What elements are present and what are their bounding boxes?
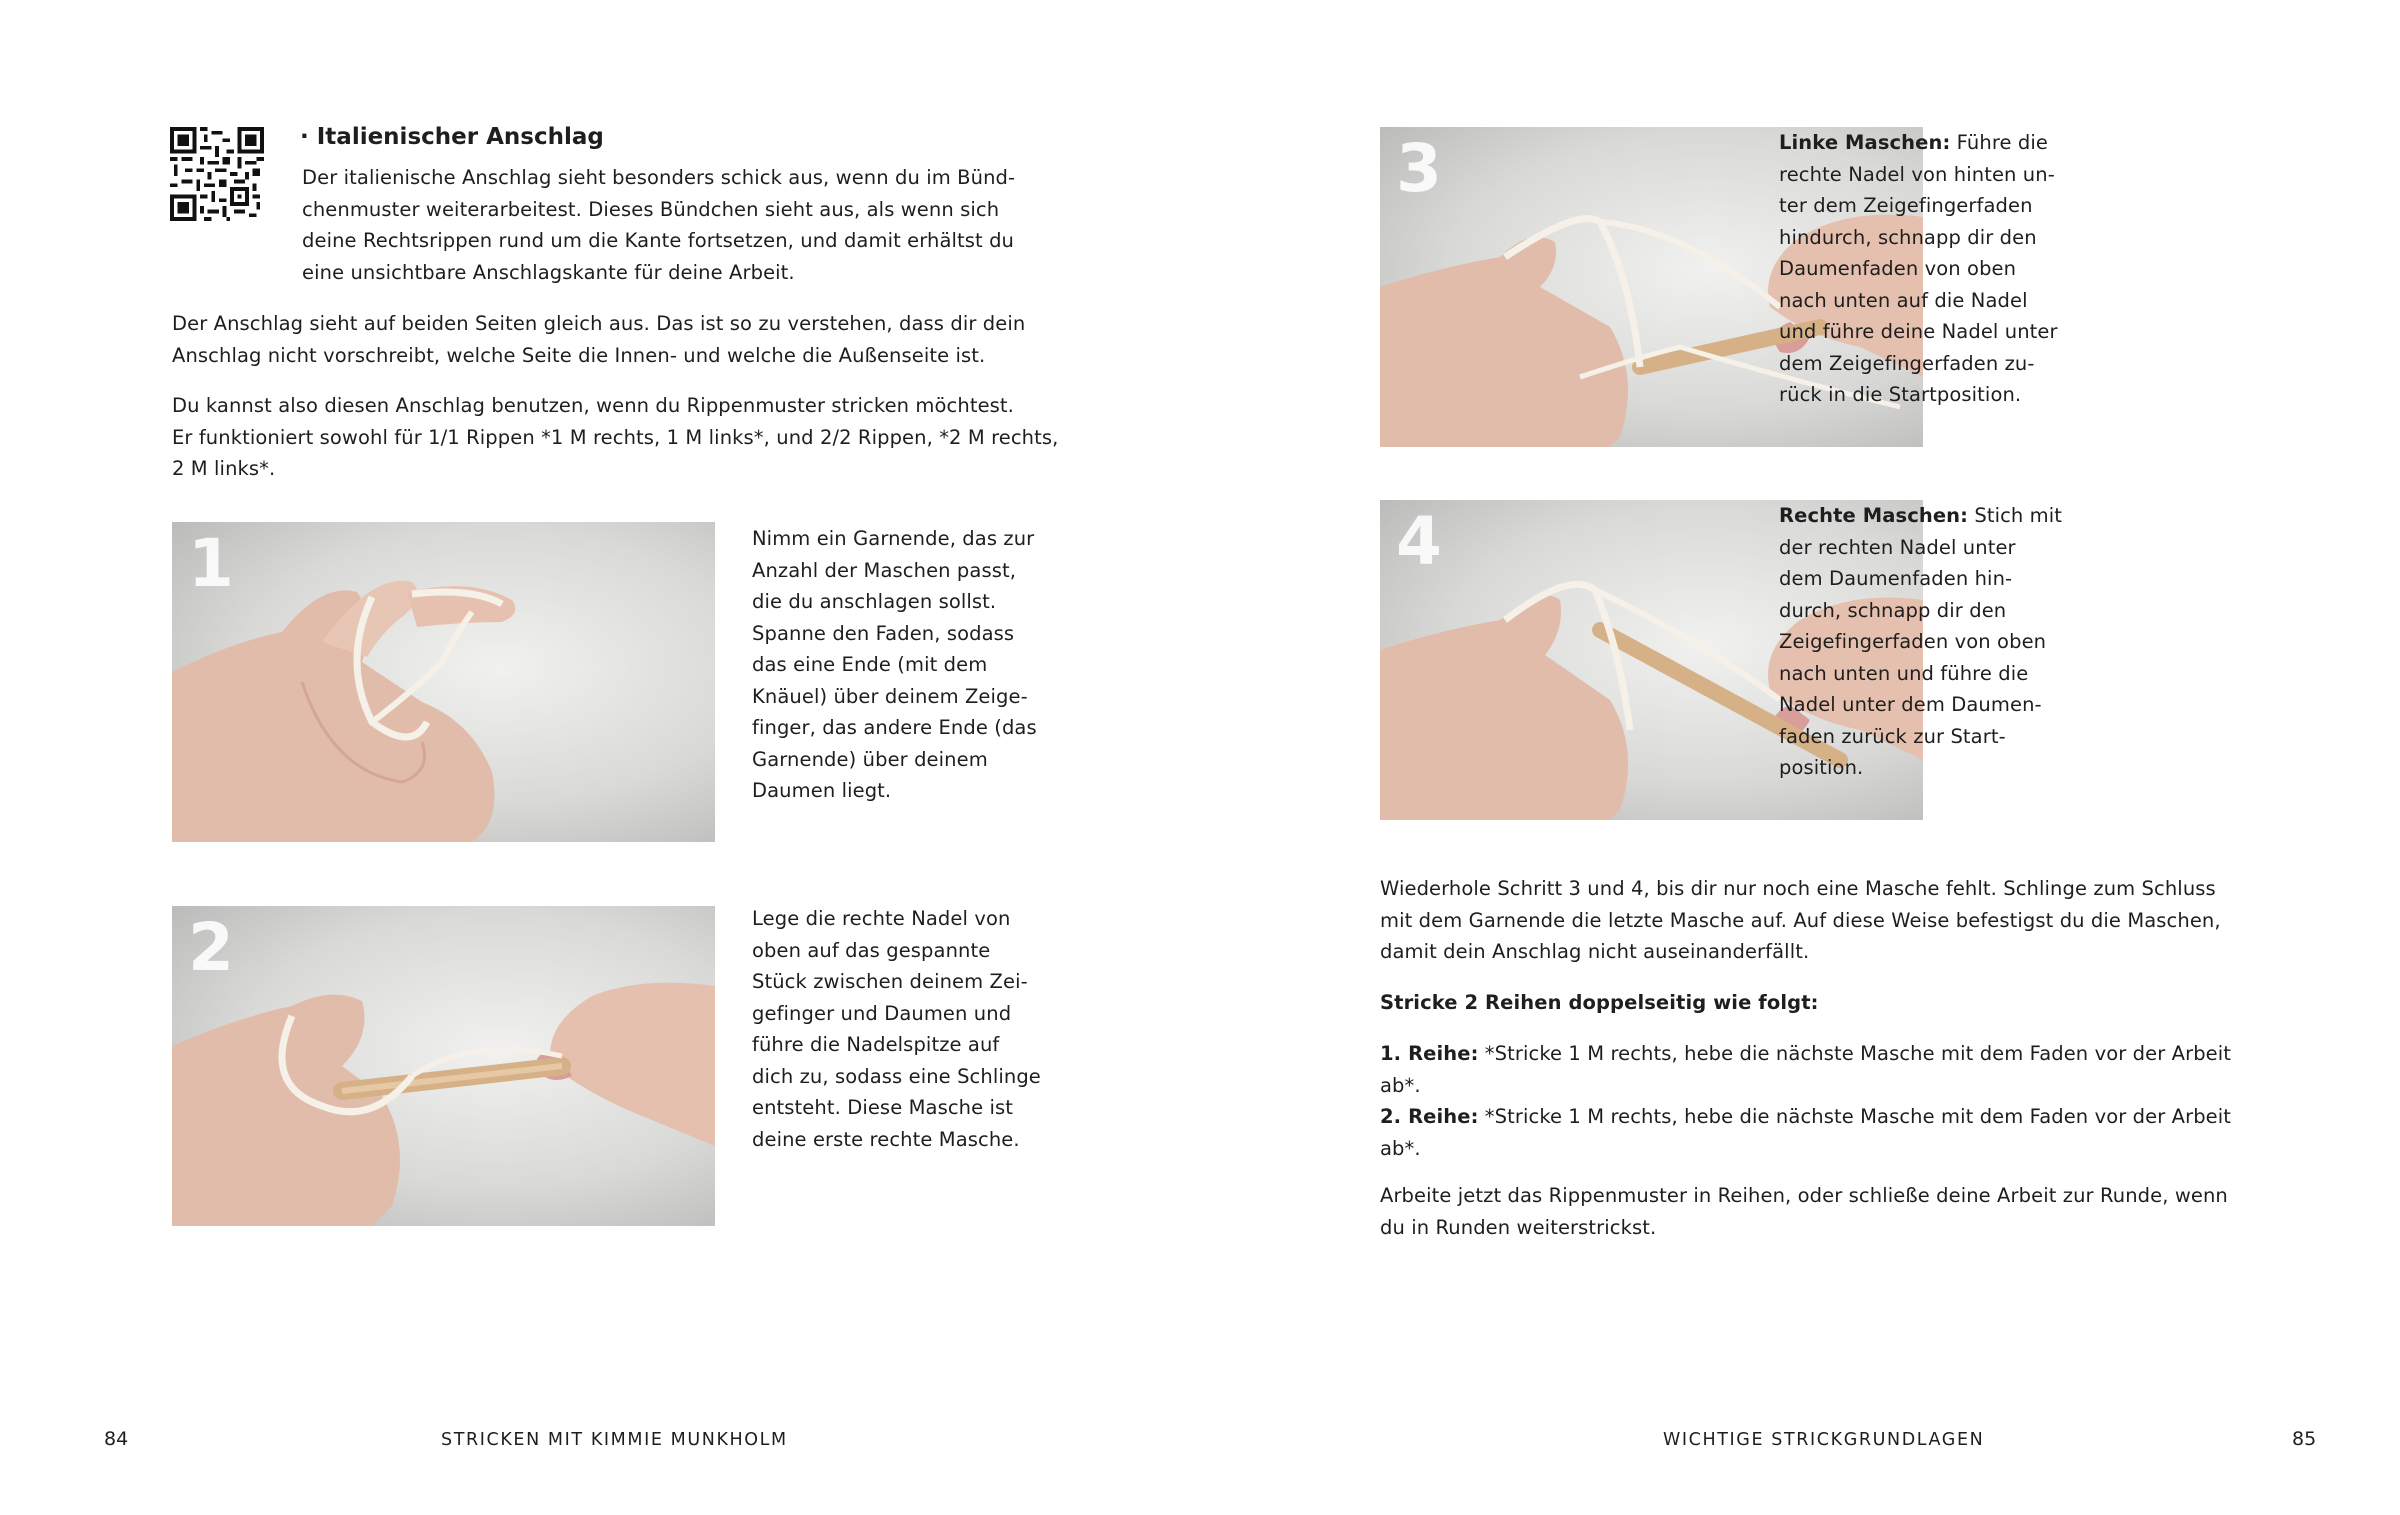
paragraph-line: damit dein Anschlag nicht auseinanderfällt.	[1380, 940, 1810, 963]
page-number: 85	[2292, 1428, 2317, 1450]
row-1-text: *Stricke 1 M rechts, hebe die nächste Masche mit dem Faden vor der Arbeit	[1478, 1042, 2232, 1065]
paragraph-line: Du kannst also diesen Anschlag benutzen, wenn du Rippenmuster stricken möchtest.	[172, 394, 1014, 417]
intro-line: eine unsichtbare Anschlagskante für deine Arbeit.	[302, 260, 795, 284]
step-line: Zeigefingerfaden von oben	[1779, 630, 2047, 653]
paragraph-line: Anschlag nicht vorschreibt, welche Seite die Innen- und welche die Außenseite ist.	[172, 343, 986, 367]
step-line: dem Zeigefingerfaden zu-	[1779, 351, 2035, 375]
qr-code-icon[interactable]	[170, 127, 264, 221]
step-line: nach unten auf die Nadel	[1779, 288, 2028, 312]
step-line: Stück zwischen deinem Zei-	[752, 970, 1028, 993]
row-1-line	[1380, 1038, 2280, 1070]
step-line: führe die Nadelspitze auf	[752, 1033, 1000, 1056]
row-1-label: 1. Reihe:	[1380, 1042, 1479, 1065]
step-line: der rechten Nadel unter	[1779, 535, 2016, 559]
hand-illustration	[172, 522, 715, 842]
step-line-rest: Stich mit	[1968, 504, 2063, 527]
step-line: Daumenfaden von oben	[1779, 257, 2017, 280]
step-number: 1	[188, 525, 234, 602]
step-line: Spanne den Faden, sodass	[752, 621, 1015, 645]
step-1-photo	[172, 522, 715, 842]
step-3-text	[1779, 127, 2109, 411]
paragraph-line: Wiederhole Schritt 3 und 4, bis dir nur noch eine Masche fehlt. Schlinge zum Schluss	[1380, 877, 2216, 900]
step-line: Nimm ein Garnende, das zur	[752, 527, 1035, 550]
row-2-label: 2. Reihe:	[1380, 1105, 1479, 1128]
row-2-text: *Stricke 1 M rechts, hebe die nächste Masche mit dem Faden vor der Arbeit	[1478, 1105, 2232, 1128]
row-2-line: ab*.	[1380, 1136, 1421, 1160]
both-sides-paragraph	[172, 308, 1072, 371]
step-line: Anzahl der Maschen passt,	[752, 558, 1017, 582]
step-line: Nadel unter dem Daumen-	[1779, 693, 2042, 716]
step-number: 2	[188, 909, 234, 986]
running-footer: WICHTIGE STRICKGRUNDLAGEN	[1663, 1430, 1985, 1450]
step-line: Garnende) über deinem	[752, 747, 988, 771]
running-footer: STRICKEN MIT KIMMIE MUNKHOLM	[441, 1430, 788, 1450]
rows-list	[1380, 1038, 2280, 1164]
step-line: das eine Ende (mit dem	[752, 653, 988, 676]
step-number: 4	[1396, 503, 1442, 580]
step-line	[1779, 127, 2109, 159]
step-title: Linke Maschen:	[1779, 131, 1951, 154]
intro-line: deine Rechtsrippen rund um die Kante fortsetzen, und damit erhältst du	[302, 229, 1015, 252]
step-line-rest: Führe die	[1950, 131, 2049, 154]
paragraph-line: mit dem Garnende die letzte Masche auf. Auf diese Weise befestigst du die Maschen,	[1380, 908, 2221, 932]
step-line: Lege die rechte Nadel von	[752, 907, 1011, 930]
paragraph-line: 2 M links*.	[172, 457, 276, 480]
rib-pattern-paragraph	[172, 390, 1072, 485]
step-1-text	[752, 523, 1082, 807]
step-line: deine erste rechte Masche.	[752, 1127, 1020, 1151]
step-line: Knäuel) über deinem Zeige-	[752, 684, 1028, 708]
step-2-text	[752, 903, 1082, 1155]
step-line: faden zurück zur Start-	[1779, 724, 2006, 748]
intro-line: chenmuster weiterarbeitest. Dieses Bündchen sieht aus, als wenn sich	[302, 197, 1000, 221]
paragraph-line: Arbeite jetzt das Rippenmuster in Reihen, oder schließe deine Arbeit zur Runde, wenn	[1380, 1184, 2228, 1207]
page-number: 84	[104, 1428, 129, 1450]
step-line: gefinger und Daumen und	[752, 1001, 1012, 1025]
step-line: rück in die Startposition.	[1779, 383, 2022, 406]
step-line: die du anschlagen sollst.	[752, 590, 997, 613]
rows-heading-text: Stricke 2 Reihen doppelseitig wie folgt:	[1380, 991, 1819, 1014]
step-line: oben auf das gespannte	[752, 938, 991, 962]
step-line: entsteht. Diese Masche ist	[752, 1096, 1014, 1119]
step-line: dich zu, sodass eine Schlinge	[752, 1064, 1041, 1088]
step-line: rechte Nadel von hinten un-	[1779, 162, 2055, 186]
step-2-photo	[172, 906, 715, 1226]
right-page	[1200, 0, 2400, 1515]
section-heading: · Italienischer Anschlag	[300, 124, 604, 150]
step-line: finger, das andere Ende (das	[752, 716, 1037, 739]
step-4-text	[1779, 500, 2109, 784]
rows-heading	[1380, 987, 2280, 1019]
step-line: position.	[1779, 756, 1864, 779]
row-2-line	[1380, 1101, 2280, 1133]
step-line: ter dem Zeigefingerfaden	[1779, 194, 2033, 217]
final-paragraph	[1380, 1180, 2280, 1243]
step-line: Daumen liegt.	[752, 779, 892, 802]
step-line	[1779, 500, 2109, 532]
paragraph-line: Der Anschlag sieht auf beiden Seiten gleich aus. Das ist so zu verstehen, dass dir dein	[172, 312, 1026, 335]
intro-paragraph	[302, 162, 1062, 288]
step-line: dem Daumenfaden hin-	[1779, 567, 2013, 590]
step-line: nach unten und führe die	[1779, 661, 2029, 685]
step-line: und führe deine Nadel unter	[1779, 320, 2058, 343]
paragraph-line: Er funktioniert sowohl für 1/1 Rippen *1 M rechts, 1 M links*, und 2/2 Rippen, *2 M rechts,	[172, 425, 1059, 449]
step-line: hindurch, schnapp dir den	[1779, 225, 2037, 249]
hand-illustration	[172, 906, 715, 1226]
row-1-line: ab*.	[1380, 1073, 1421, 1097]
intro-line: Der italienische Anschlag sieht besonders schick aus, wenn du im Bünd-	[302, 166, 1016, 189]
step-title: Rechte Maschen:	[1779, 504, 1969, 527]
paragraph-line: du in Runden weiterstrickst.	[1380, 1215, 1657, 1239]
repeat-paragraph	[1380, 873, 2280, 968]
step-number: 3	[1396, 130, 1442, 207]
step-line: durch, schnapp dir den	[1779, 598, 2007, 622]
